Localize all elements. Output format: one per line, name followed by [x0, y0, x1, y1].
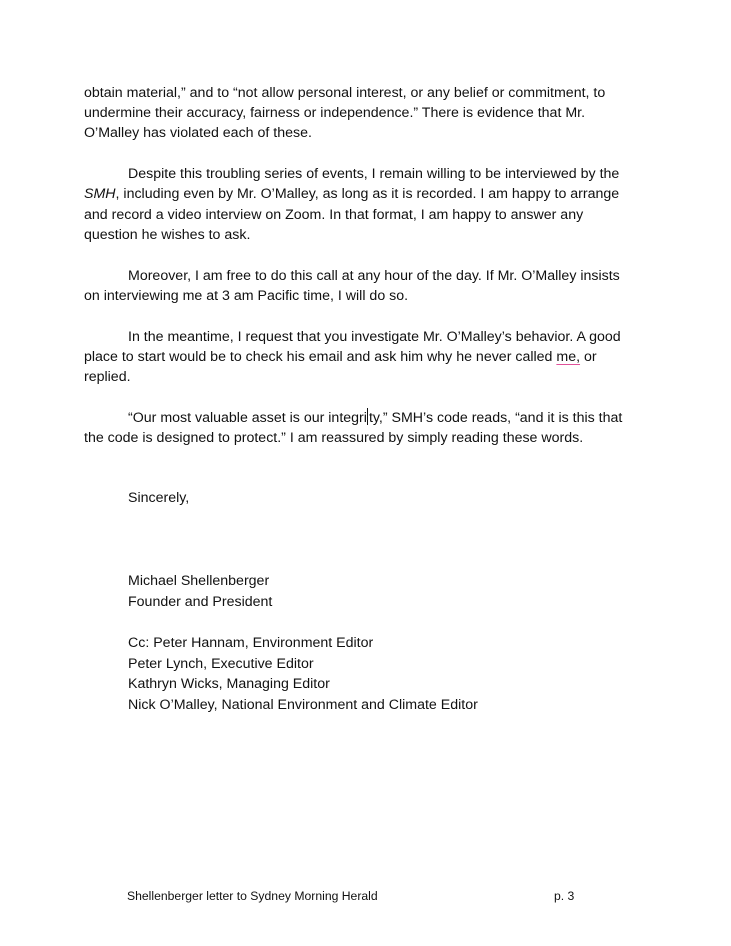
closing-salutation: Sincerely,: [128, 490, 190, 506]
spellcheck-flagged-word[interactable]: me,: [556, 348, 581, 365]
paragraph-4-text-start: In the meantime, I request that you investigate Mr. O’Malley’s behavior. A good place to start would be to check his email and ask him why he never called: [84, 328, 621, 365]
signer-title: Founder and President: [128, 593, 273, 610]
paragraph-2: [84, 164, 629, 245]
smh-italic: SMH: [84, 186, 116, 203]
signature-block: [128, 571, 272, 612]
paragraph-1-text: obtain material,” and to “not allow personal interest, or any belief or commitment, to undermine their accuracy, fairness or independence.” There is evidence that Mr. O’Malley has violated each of these.: [84, 85, 606, 142]
cc-line: Cc: Peter Hannam, Environment Editor: [128, 635, 374, 651]
cc-line: Nick O’Malley, National Environment and Climate Editor: [128, 696, 478, 713]
paragraph-3: [84, 266, 629, 306]
letter-body[interactable]: [84, 83, 629, 469]
footer-page-number: p. 3: [554, 889, 575, 903]
paragraph-2-text-start: Despite this troubling series of events, I remain willing to be interviewed by the: [128, 166, 620, 183]
paragraph-5-text-start: “Our most valuable asset is our integri: [128, 409, 367, 426]
paragraph-5: [84, 408, 629, 448]
cc-line: Peter Lynch, Executive Editor: [128, 655, 314, 672]
paragraph-4: [84, 327, 629, 388]
paragraph-1: [84, 83, 629, 144]
cc-list: [128, 633, 478, 715]
paragraph-3-text: Moreover, I am free to do this call at any hour of the day. If Mr. O’Malley insists on interviewing me at 3 am Pacific time, I will do so.: [84, 267, 620, 304]
cc-line: Kathryn Wicks, Managing Editor: [128, 676, 330, 693]
paragraph-4-text-end: or replied.: [84, 348, 597, 386]
paragraph-5-text-end: ty,” SMH’s code reads, “and it is this that the code is designed to protect.” I am reassured by simply reading these words.: [84, 409, 623, 447]
closing-block: [128, 488, 189, 509]
paragraph-2-text-end: , including even by Mr. O’Malley, as long as it is recorded. I am happy to arrange and record a video interview on Zoom. In that format, I am happy to answer any question he wishes to ask.: [84, 186, 620, 243]
footer-title: Shellenberger letter to Sydney Morning Herald: [127, 889, 378, 903]
signer-name: Michael Shellenberger: [128, 573, 270, 589]
